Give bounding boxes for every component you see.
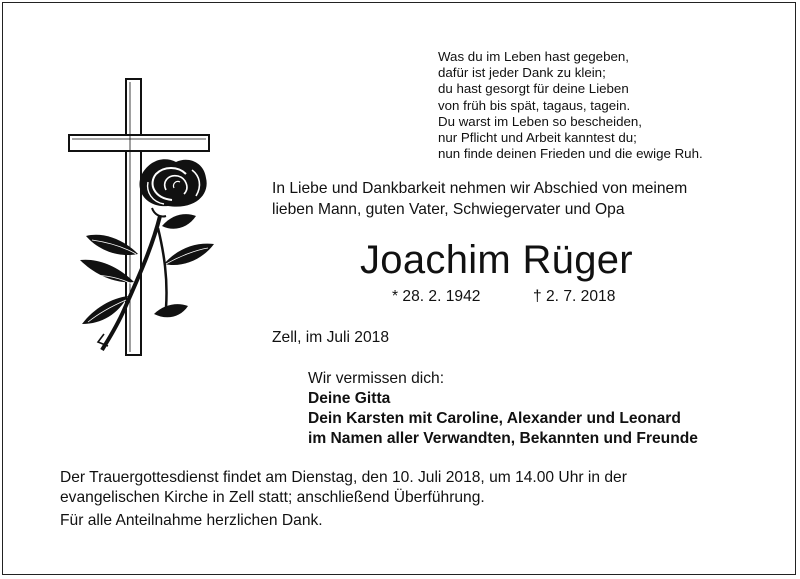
poem-line: nun finde deinen Frieden und die ewige Ruh. [438, 146, 703, 162]
deceased-name: Joachim Rüger [360, 238, 633, 282]
signer-line: im Namen aller Verwandten, Bekannten und Freunde [308, 429, 698, 447]
death-date: † 2. 7. 2018 [533, 288, 616, 305]
intro-line: lieben Mann, guten Vater, Schwiegervater und Opa [272, 201, 625, 218]
poem-line: Was du im Leben hast gegeben, [438, 49, 629, 64]
cross-with-rose-illustration [68, 78, 218, 356]
service-line: evangelischen Kirche in Zell statt; anschließend Überführung. [60, 488, 485, 506]
birth-date: * 28. 2. 1942 [392, 288, 481, 305]
service-line: Der Trauergottesdienst findet am Dienstag, den 10. Juli 2018, um 14.00 Uhr in der [60, 469, 627, 486]
place-and-date: Zell, im Juli 2018 [272, 329, 389, 346]
poem-line: dafür ist jeder Dank zu klein; [438, 65, 606, 81]
intro-line: In Liebe und Dankbarkeit nehmen wir Abschied von meinem [272, 180, 688, 197]
poem [438, 49, 778, 162]
poem-line: du hast gesorgt für deine Lieben [438, 81, 629, 97]
miss-text: Wir vermissen dich: [308, 370, 445, 387]
signers-list [308, 389, 698, 448]
thanks-text: Für alle Anteilnahme herzlichen Dank. [60, 512, 323, 529]
poem-line: Du warst im Leben so bescheiden, [438, 113, 642, 129]
service-info [60, 468, 760, 507]
signer-line: Dein Karsten mit Caroline, Alexander und Leonard [308, 409, 681, 427]
rose-icon [80, 159, 214, 350]
poem-line: nur Pflicht und Arbeit kanntest du; [438, 130, 637, 146]
signer-line: Deine Gitta [308, 390, 391, 407]
intro-text [272, 178, 772, 220]
poem-line: von früh bis spät, tagaus, tagein. [438, 97, 631, 113]
